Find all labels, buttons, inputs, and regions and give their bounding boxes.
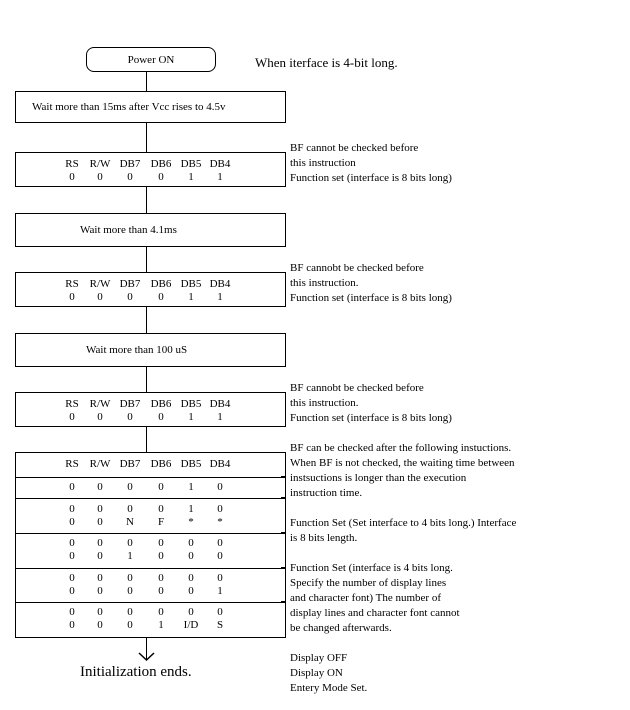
col-db7: DB7 (119, 278, 141, 290)
value-cell: 0 (188, 606, 194, 618)
interface-mode-note: When iterface is 4-bit long. (255, 55, 398, 70)
function-set-lines-font-note: Function Set (interface is 4 bits long. Specify the number of display lines and character font) The number of display lines and character font cannot be changed afterwards. (290, 562, 460, 634)
col-db6: DB6 (150, 278, 172, 290)
value-cell: 0 (188, 537, 194, 549)
arrow-down-icon (138, 652, 155, 662)
col-db4: DB4 (209, 158, 231, 170)
value-cell: 0 (127, 572, 133, 584)
value-cell: 0 (97, 572, 103, 584)
bracket-tick (281, 601, 286, 602)
value-cell: 0 (69, 291, 75, 303)
bf-check-note: BF can be checked after the following instuctions. When BF is not checked, the waiting time between instsuctions is longer than the execution instruction time. (290, 442, 515, 499)
col-rs: RS (65, 158, 79, 170)
value-cell: N (126, 516, 134, 528)
connector-line (146, 123, 147, 152)
bracket-tick (281, 567, 286, 568)
wait-4ms-box (15, 213, 286, 247)
value-cell: 0 (158, 411, 164, 423)
function-set-4bit-note: Function Set (Set interface to 4 bits long.) Interface is 8 bits length. (290, 517, 517, 544)
value-cell: 0 (69, 550, 75, 562)
col-rw: R/W (89, 398, 111, 410)
value-cell: 0 (97, 537, 103, 549)
bracket-tick (281, 152, 286, 153)
value-cell: 0 (217, 572, 223, 584)
row-divider (16, 533, 285, 534)
final-table-header (16, 458, 285, 471)
value-cell: 0 (127, 619, 133, 631)
value-cell: 0 (217, 606, 223, 618)
connector-line (146, 72, 147, 92)
instruction-group (16, 537, 285, 563)
value-cell: 0 (97, 619, 103, 631)
final-instruction-table (15, 452, 286, 638)
value-cell: 0 (127, 481, 133, 493)
value-cell: 0 (158, 171, 164, 183)
instruction-values-row (16, 411, 285, 424)
value-cell: 0 (188, 550, 194, 562)
value-cell: 0 (69, 171, 75, 183)
power-on-label: Power ON (127, 53, 175, 66)
bracket-tick (281, 497, 286, 498)
col-db6: DB6 (150, 398, 172, 410)
col-rw: R/W (89, 458, 111, 470)
value-cell: 1 (188, 171, 194, 183)
value-cell: 0 (217, 550, 223, 562)
instruction-header-row (16, 398, 285, 411)
function-set-box-1 (15, 152, 286, 187)
col-db5: DB5 (180, 458, 202, 470)
col-db5: DB5 (180, 398, 202, 410)
value-cell: 0 (97, 606, 103, 618)
value-cell: 0 (69, 503, 75, 515)
instruction-group (16, 481, 285, 494)
value-cell: 0 (127, 537, 133, 549)
instruction-group (16, 572, 285, 598)
col-rs: RS (65, 278, 79, 290)
bracket-tick (281, 392, 286, 393)
value-cell: 0 (97, 411, 103, 423)
connector-line (146, 367, 147, 392)
value-cell: 0 (188, 572, 194, 584)
value-cell: 0 (217, 503, 223, 515)
function-set-note-1: BF cannot be checked before this instruction Function set (interface is 8 bits long) (290, 142, 452, 184)
wait-4ms-label: Wait more than 4.1ms (80, 224, 177, 236)
display-mode-note: Display OFF Display ON Entery Mode Set. (290, 652, 368, 694)
connector-line (146, 187, 147, 213)
value-cell: I/D (183, 619, 199, 631)
value-cell: 0 (127, 606, 133, 618)
value-cell: 0 (188, 585, 194, 597)
power-on-node (86, 47, 216, 72)
value-cell: 1 (188, 503, 194, 515)
value-cell: 0 (97, 550, 103, 562)
value-cell: 0 (69, 619, 75, 631)
wait-100us-label: Wait more than 100 uS (86, 344, 188, 356)
value-cell: 1 (158, 619, 164, 631)
connector-line (146, 427, 147, 453)
wait-15ms-label: Wait more than 15ms after Vcc rises to 4.5v (32, 101, 226, 113)
bracket-tick (281, 532, 286, 533)
value-cell: 0 (97, 171, 103, 183)
value-cell: 0 (127, 585, 133, 597)
row-divider (16, 568, 285, 569)
value-cell: 1 (217, 411, 223, 423)
row-divider (16, 498, 285, 499)
value-cell: 0 (158, 585, 164, 597)
bracket-tick (281, 272, 286, 273)
function-set-note-2: BF cannobt be checked before this instruction. Function set (interface is 8 bits long) (290, 262, 452, 304)
value-cell: 0 (69, 572, 75, 584)
value-cell: 1 (188, 291, 194, 303)
value-cell: 1 (188, 411, 194, 423)
value-cell: S (216, 619, 224, 631)
value-cell: 0 (158, 550, 164, 562)
value-cell: 1 (217, 171, 223, 183)
value-cell: 0 (158, 537, 164, 549)
col-db7: DB7 (119, 458, 141, 470)
col-db6: DB6 (150, 458, 172, 470)
value-cell: 0 (217, 481, 223, 493)
value-cell: 0 (158, 291, 164, 303)
col-rw: R/W (89, 278, 111, 290)
col-db4: DB4 (209, 398, 231, 410)
function-set-box-2 (15, 272, 286, 307)
wait-15ms-box (15, 91, 286, 123)
initialization-ends-label: Initialization ends. (80, 664, 192, 680)
value-cell: 0 (69, 537, 75, 549)
row-divider (16, 477, 285, 478)
row-divider (16, 602, 285, 603)
value-cell: 1 (188, 481, 194, 493)
connector-line (146, 247, 147, 272)
instruction-group (16, 503, 285, 529)
value-cell: 0 (69, 411, 75, 423)
value-cell: 0 (97, 503, 103, 515)
col-db6: DB6 (150, 158, 172, 170)
value-cell: 0 (127, 291, 133, 303)
value-cell: 0 (127, 503, 133, 515)
value-cell: 0 (217, 537, 223, 549)
col-db5: DB5 (180, 158, 202, 170)
col-rs: RS (65, 458, 79, 470)
col-db4: DB4 (209, 278, 231, 290)
value-cell: 0 (97, 585, 103, 597)
col-db7: DB7 (119, 398, 141, 410)
connector-line (146, 307, 147, 333)
value-cell: 0 (127, 411, 133, 423)
col-rs: RS (65, 398, 79, 410)
wait-100us-box (15, 333, 286, 367)
col-db7: DB7 (119, 158, 141, 170)
value-cell: 0 (158, 503, 164, 515)
bracket-tick (281, 452, 286, 453)
value-cell: 0 (69, 606, 75, 618)
value-cell: 0 (69, 516, 75, 528)
value-cell: F (157, 516, 165, 528)
col-db5: DB5 (180, 278, 202, 290)
value-cell: 0 (158, 572, 164, 584)
function-set-box-3 (15, 392, 286, 427)
value-cell: * (217, 516, 223, 528)
instruction-header-row (16, 278, 285, 291)
value-cell: 0 (97, 516, 103, 528)
instruction-group (16, 606, 285, 632)
value-cell: * (188, 516, 194, 528)
instruction-values-row (16, 171, 285, 184)
value-cell: 1 (217, 291, 223, 303)
bracket-tick (281, 476, 286, 477)
value-cell: 0 (158, 606, 164, 618)
value-cell: 1 (217, 585, 223, 597)
value-cell: 0 (97, 481, 103, 493)
value-cell: 0 (97, 291, 103, 303)
col-db4: DB4 (209, 458, 231, 470)
instruction-header-row (16, 158, 285, 171)
value-cell: 0 (69, 481, 75, 493)
value-cell: 0 (69, 585, 75, 597)
function-set-note-3: BF cannobt be checked before this instruction. Function set (interface is 8 bits long) (290, 382, 452, 424)
instruction-values-row (16, 291, 285, 304)
value-cell: 0 (158, 481, 164, 493)
col-rw: R/W (89, 158, 111, 170)
value-cell: 0 (127, 171, 133, 183)
value-cell: 1 (127, 550, 133, 562)
